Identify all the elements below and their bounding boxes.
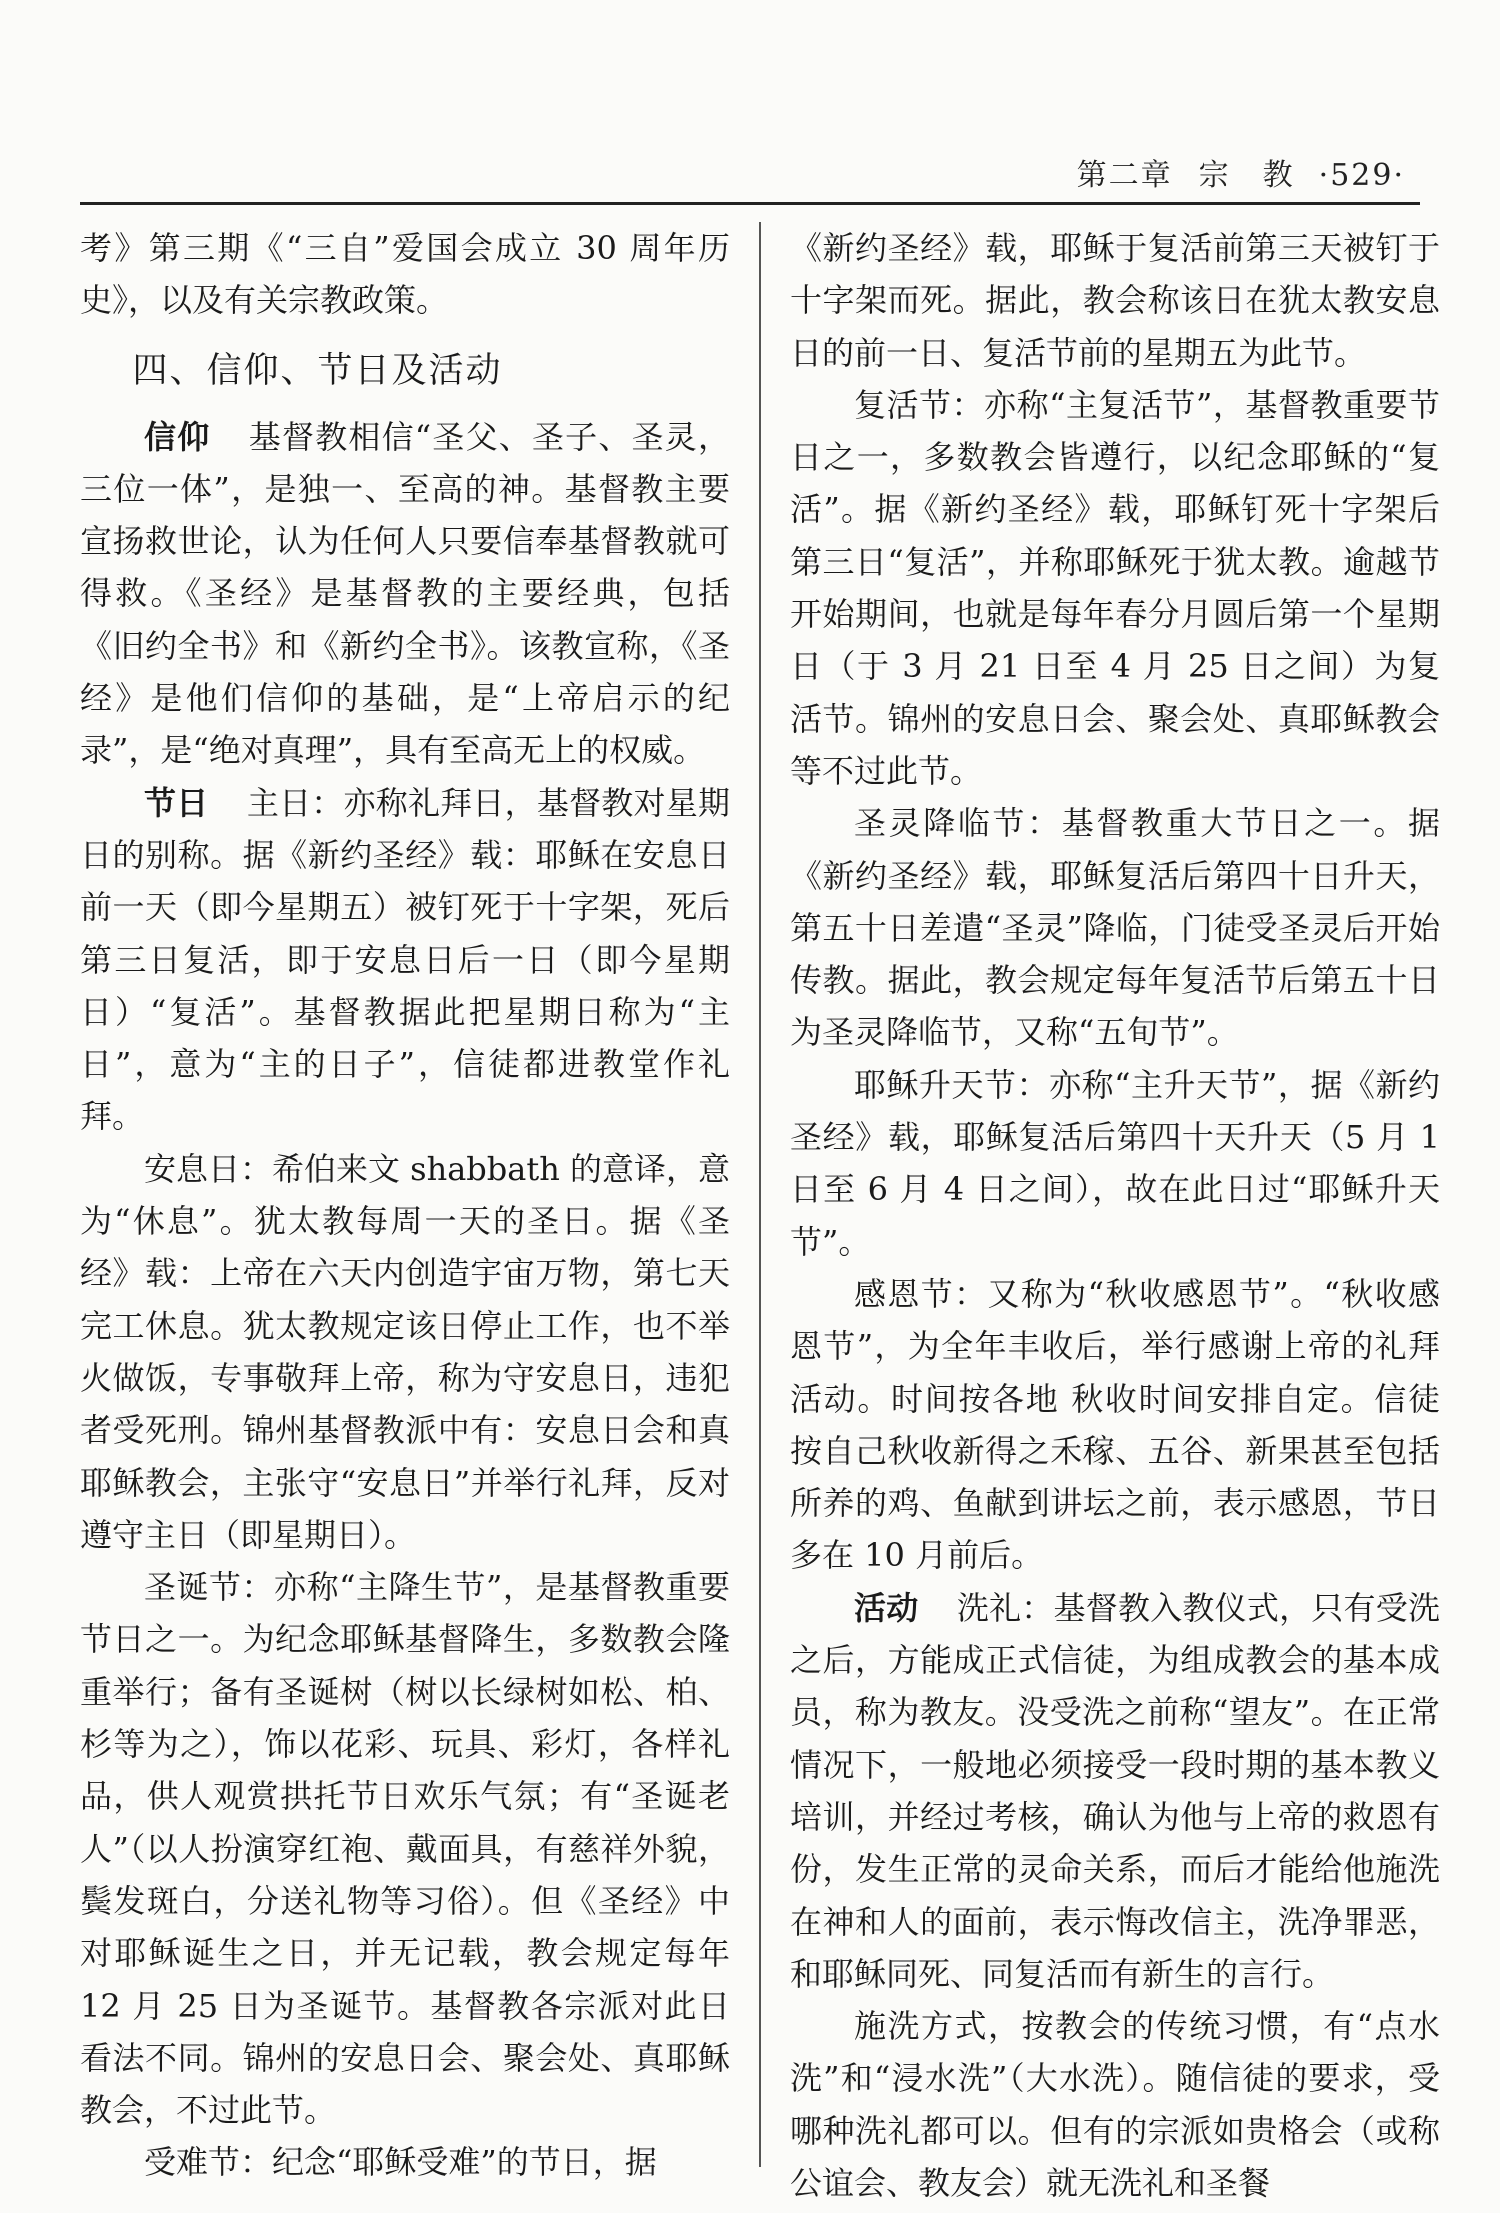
faith-text: 基督教相信“圣父、圣子、圣灵，三位一体”，是独一、至高的神。基督教主要宣扬救世论，认为任何人只要信奉基督教就可得救。《圣经》是基督教的主要经典，包括《旧约全书》和《新约全书》。该教宣称，《圣经》是他们信仰的基础，是“上帝启示的纪录”，是“绝对真理”，具有至高无上的权威。 xyxy=(80,417,730,770)
page-number: ·529· xyxy=(1318,158,1405,193)
header-rule xyxy=(80,202,1420,205)
column-divider xyxy=(759,222,761,2167)
faith-lead: 信仰 xyxy=(144,417,211,456)
festival-paragraph xyxy=(80,777,730,1143)
festival-lead: 节日 xyxy=(144,783,209,822)
festival-text: 主日：亦称礼拜日，基督教对星期日的别称。据《新约圣经》载：耶稣在安息日前一天（即今星期五）被钉死于十字架，死后第三日复活，即于安息日后一日（即今星期日）“复活”。基督教据此把星期日称为“主日”，意为“主的日子”，信徒都进教堂作礼拜。 xyxy=(80,783,730,1136)
ascension-paragraph: 耶稣升天节：亦称“主升天节”，据《新约圣经》载，耶稣复活后第四十天升天（5 月 1 日至 6 月 4 日之间），故在此日过“耶稣升天节”。 xyxy=(790,1065,1440,1261)
thanksgiving-paragraph: 感恩节：又称为“秋收感恩节”。“秋收感恩节”，为全年丰收后，举行感谢上帝的礼拜活动。时间按各地 秋收时间安排自定。信徒按自己秋收新得之禾稼、五谷、新果甚至包括所养的鸡、鱼献到讲坛之前，表示感恩，节日多在 10 月前后。 xyxy=(790,1274,1440,1575)
section-heading: 四、信仰、节日及活动 xyxy=(132,350,503,391)
activity-text: 洗礼：基督教入教仪式，只有受洗之后，方能成正式信徒，为组成教会的基本成员，称为教友。没受洗之前称“望友”。在正常情况下，一般地必须接受一段时期的基本教义培训，并经过考核，确认为他与上帝的救恩有份，发生正常的灵命关系，而后才能给他施洗在神和人的面前，表示悔改信主，洗净罪恶，和耶稣同死、同复活而有新生的言行。 xyxy=(790,1588,1440,1993)
chapter-label: 第二章 xyxy=(1076,158,1173,193)
good-friday-paragraph-cont: 《新约圣经》载，耶稣于复活前第三天被钉于十字架而死。据此，教会称该日在犹太教安息日的前一日、复活节前的星期五为此节。 xyxy=(790,229,1440,372)
pentecost-paragraph: 圣灵降临节：基督教重大节日之一。据《新约圣经》载，耶稣复活后第四十日升天，第五十日差遣“圣灵”降临，门徒受圣灵后开始传教。据此，教会规定每年复活节后第五十日为圣灵降临节，又称“五旬节”。 xyxy=(790,804,1440,1052)
running-header xyxy=(1077,150,1405,194)
sabbath-paragraph: 安息日：希伯来文 shabbath 的意译，意为“休息”。犹太教每周一天的圣日。据《圣经》载：上帝在六天内创造宇宙万物，第七天完工休息。犹太教规定该日停止工作，也不举火做饭，专事敬拜上帝，称为守安息日，违犯者受死刑。锦州基督教派中有：安息日会和真耶稣教会，主张守“安息日”并举行礼拜，反对遵守主日（即星期日）。 xyxy=(80,1149,730,1554)
activity-lead: 活动 xyxy=(854,1588,919,1627)
good-friday-paragraph-start: 受难节：纪念“耶稣受难”的节日，据 xyxy=(144,2143,657,2182)
easter-paragraph: 复活节：亦称“主复活节”，基督教重要节日之一，多数教会皆遵行，以纪念耶稣的“复活”。据《新约圣经》载，耶稣钉死十字架后第三日“复活”，并称耶稣死于犹太教。逾越节开始期间，也就是每年春分月圆后第一个星期日（于 3 月 21 日至 4 月 25 日之间）为复活节。锦州的安息日会、聚会处、真耶稣教会等不过此节。 xyxy=(790,385,1440,790)
christmas-paragraph: 圣诞节：亦称“主降生节”，是基督教重要节日之一。为纪念耶稣基督降生，多数教会隆重举行；备有圣诞树（树以长绿树如松、柏、杉等为之），饰以花彩、玩具、彩灯，各样礼品，供人观赏拱托节日欢乐气氛；有“圣诞老人”（以人扮演穿红袍、戴面具，有慈祥外貌，鬓发斑白，分送礼物等习俗）。但《圣经》中对耶稣诞生之日，并无记载，教会规定每年 12 月 25 日为圣诞节。基督教各宗派对此日看法不同。锦州的安息日会、聚会处、真耶稣教会，不过此节。 xyxy=(80,1568,730,2130)
continued-paragraph: 考》第三期《“三自”爱国会成立 30 周年历史》，以及有关宗教政策。 xyxy=(80,229,730,320)
faith-paragraph xyxy=(80,411,730,777)
activity-paragraph xyxy=(790,1582,1440,2000)
left-column xyxy=(80,222,730,2189)
chapter-title: 宗 教 xyxy=(1198,158,1295,193)
baptism-method-paragraph: 施洗方式，按教会的传统习惯，有“点水洗”和“浸水洗”（大水洗）。随信徒的要求，受哪种洗礼都可以。但有的宗派如贵格会（或称公谊会、教友会）就无洗礼和圣餐 xyxy=(790,2007,1440,2202)
right-column xyxy=(790,222,1440,2209)
